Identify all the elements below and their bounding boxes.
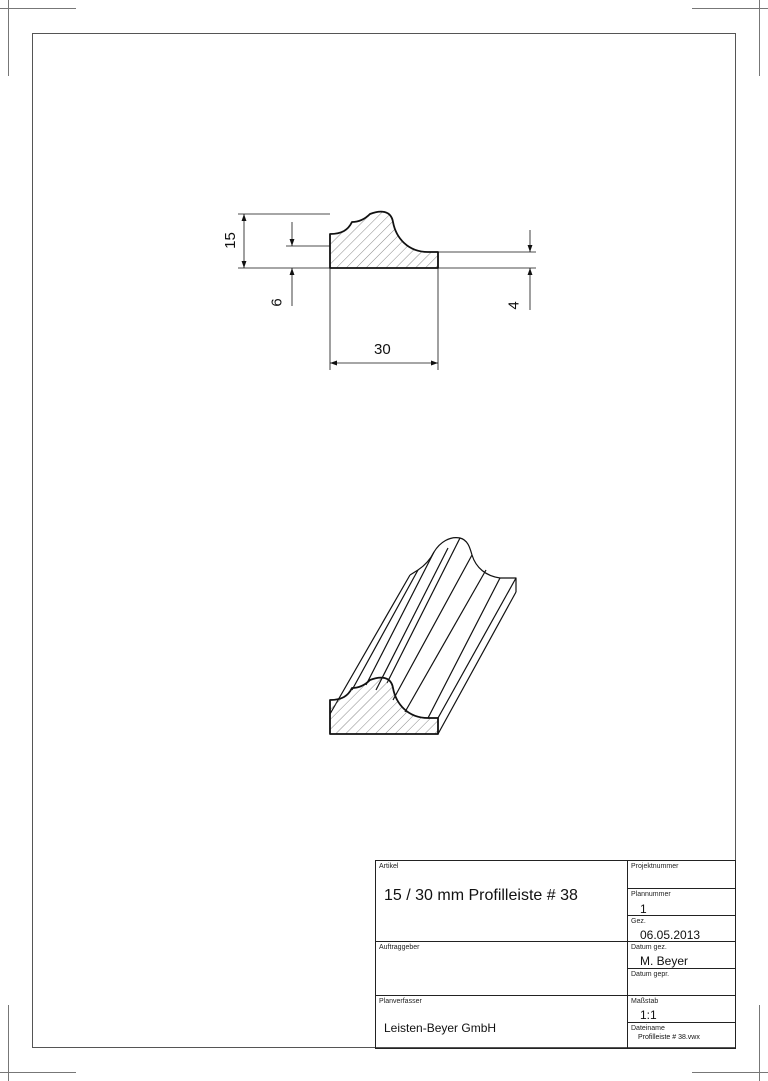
- cell-planverfasser: [376, 995, 628, 1049]
- profile-section: [330, 212, 438, 268]
- dim-step-height: 6: [268, 298, 286, 307]
- plannummer-value: 1: [640, 902, 647, 916]
- cell-projektnummer: [627, 861, 736, 889]
- cell-auftraggeber: [376, 941, 628, 996]
- datum-gepr-label: Datum gepr.: [631, 971, 670, 978]
- planverfasser-value: Leisten-Beyer GmbH: [384, 1021, 497, 1035]
- cell-datum-gez: [627, 941, 736, 969]
- artikel-label: Artikel: [379, 863, 399, 870]
- dim-height-total: 15: [221, 232, 239, 249]
- dim-width: 30: [374, 341, 391, 358]
- cell-massstab: [627, 995, 736, 1023]
- dim-end-height: 4: [505, 301, 523, 310]
- cell-datum-gepr: [627, 968, 736, 996]
- dateiname-label: Dateiname: [631, 1025, 665, 1032]
- datum-gez-label: Datum gez.: [631, 944, 667, 951]
- auftraggeber-label: Auftraggeber: [379, 944, 420, 951]
- cell-artikel: [376, 861, 628, 942]
- gez-value: 06.05.2013: [640, 928, 701, 942]
- dateiname-value: Profilleiste # 38.vwx: [638, 1034, 700, 1041]
- plannummer-label: Plannummer: [631, 891, 671, 898]
- gez-label: Gez.: [631, 918, 646, 925]
- cell-plannummer: [627, 888, 736, 916]
- datum-gez-value: M. Beyer: [640, 954, 689, 968]
- massstab-value: 1:1: [640, 1008, 657, 1022]
- artikel-value: 15 / 30 mm Profilleiste # 38: [384, 887, 578, 904]
- cell-dateiname: [627, 1022, 736, 1049]
- planverfasser-label: Planverfasser: [379, 998, 422, 1005]
- cell-gez: [627, 915, 736, 942]
- isometric-view: [330, 538, 516, 734]
- massstab-label: Maßstab: [631, 998, 659, 1005]
- projektnummer-label: Projektnummer: [631, 863, 679, 870]
- title-block: [375, 860, 736, 1049]
